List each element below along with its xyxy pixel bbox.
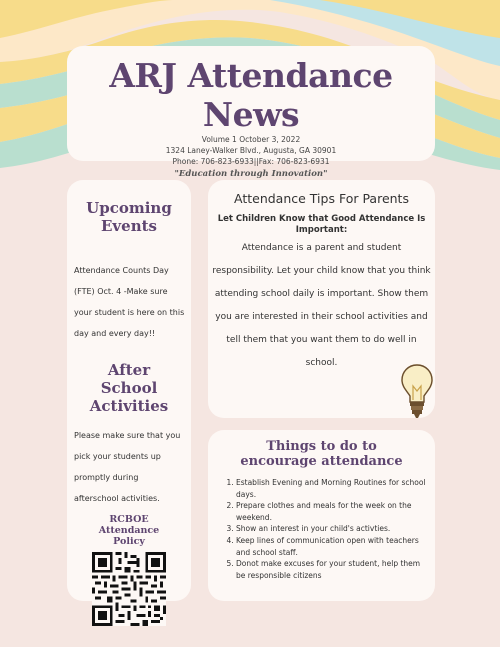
tips-body: Attendance is a parent and student responsibility. Let your child know that you think attending school daily is important. Show them you are interested in their school activities and tell them that you want them to do well in school.: [212, 243, 431, 368]
after-school-text: Please make sure that you pick your students up promptly during afterschool activities.: [74, 431, 181, 503]
list-item: 5. Donot make excuses for your student, help them be responsible citizens: [236, 558, 431, 581]
school-motto: "Education through Innovation": [174, 169, 328, 179]
after-school-heading: After School Activities: [89, 361, 169, 415]
school-address: 1324 Laney-Walker Blvd., Augusta, GA 30901: [165, 146, 337, 155]
lightbulb-icon: [398, 362, 436, 422]
newsletter-title: ARJ Attendance News: [109, 56, 393, 134]
list-item: 4. Keep lines of communication open with teachers and school staff.: [236, 535, 431, 558]
qr-code-icon[interactable]: [92, 552, 166, 626]
policy-heading: RCBOE Attendance Policy: [98, 514, 160, 547]
tips-title: Attendance Tips For Parents: [234, 191, 409, 206]
things-to-do-card: [208, 430, 435, 601]
upcoming-events-text: Attendance Counts Day (FTE) Oct. 4 -Make sure your student is here on this day and every day!!: [74, 266, 185, 338]
tips-subtitle: Let Children Know that Good Attendance Is Important:: [217, 214, 426, 235]
things-list: [208, 477, 435, 581]
list-item: 2. Prepare clothes and meals for the week on the weekend.: [236, 500, 431, 523]
left-sidebar-card: [67, 180, 191, 601]
header-card: [67, 46, 435, 179]
things-title: Things to do to encourage attendance: [240, 439, 403, 469]
list-item: 1. Establish Evening and Morning Routines for school days.: [236, 477, 431, 500]
volume-date: Volume 1 October 3, 2022: [201, 135, 301, 144]
list-item: 3. Show an interest in your child's activties.: [236, 523, 431, 535]
upcoming-events-heading: Upcoming Events: [86, 199, 172, 235]
phone-fax: Phone: 706-823-6933||Fax: 706-823-6931: [172, 157, 330, 166]
